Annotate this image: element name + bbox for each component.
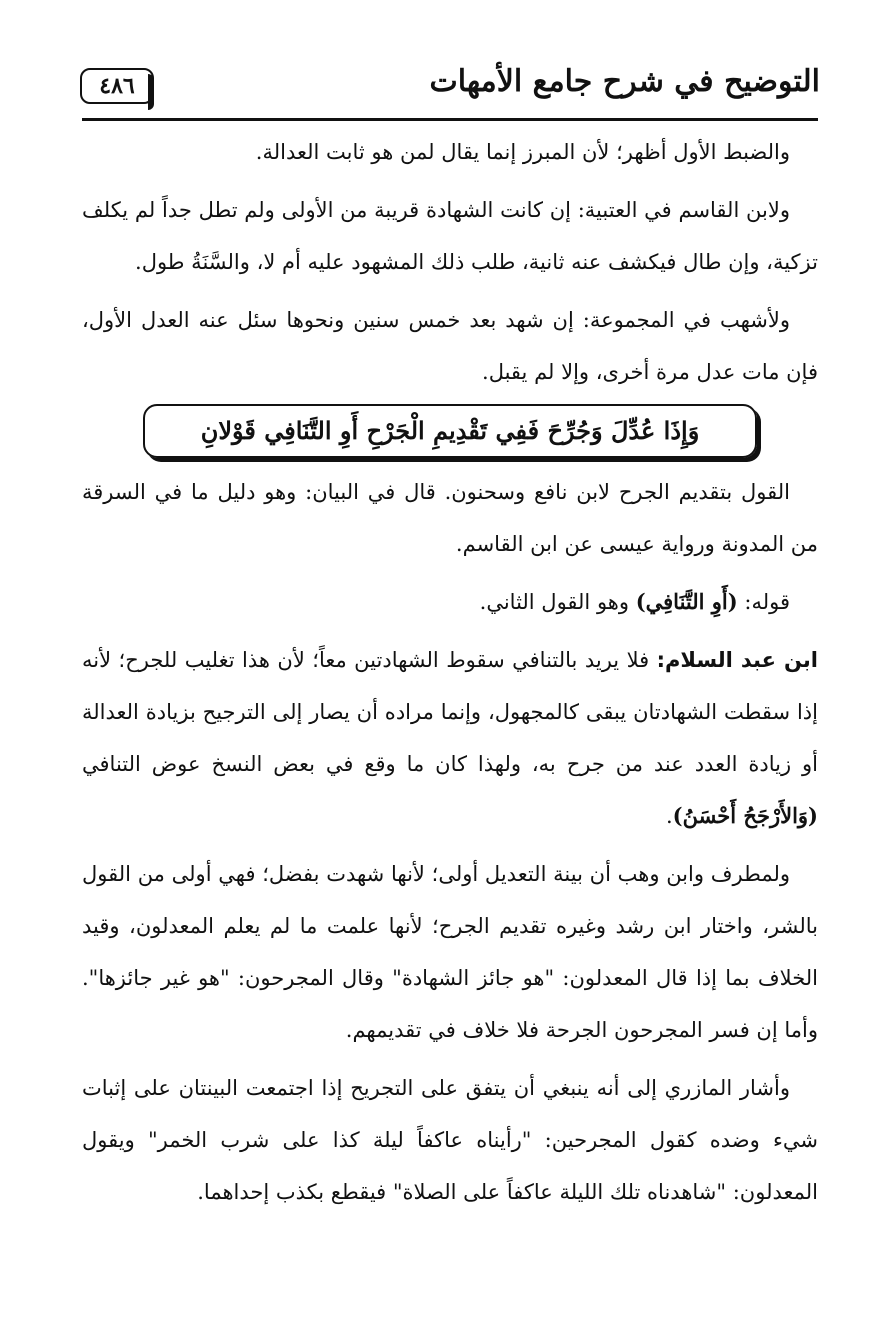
paragraph: ولمطرف وابن وهب أن بينة التعديل أولى؛ لأنها شهدت بفضل؛ فهي أولى من القول بالشر، واختار ابن رشد وغيره تقديم الجرح؛ لأنها علمت ما لم يعلم المعدلون، وقيد الخلاف بما إذا قال المعدلون: "هو جائز الشهادة" وقال المجرحون: "هو غير جائزها". وأما إن فسر المجرحون الجرحة فلا خلاف في تقديمهم. xyxy=(82,862,818,1042)
paragraph-lead: قوله: xyxy=(737,590,790,614)
paragraph: ولابن القاسم في العتبية: إن كانت الشهادة قريبة من الأولى ولم تطل جداً لم يكلف تزكية، وإن طال فيكشف عنه ثانية، طلب ذلك المشهود عليه أم لا، والسَّنَةُ طول. xyxy=(82,198,818,274)
page-number: ٤٨٦ xyxy=(99,73,135,99)
paragraph: القول بتقديم الجرح لابن نافع وسحنون. قال في البيان: وهو دليل ما في السرقة من المدونة ورواية عيسى عن ابن القاسم. xyxy=(82,480,818,556)
paragraph xyxy=(82,576,818,628)
paragraph-tail: وهو القول الثاني. xyxy=(479,590,636,614)
paragraph: وأشار المازري إلى أنه ينبغي أن يتفق على التجريح إذا اجتمعت البينتان على إثبات شيء وضده كقول المجرحين: "رأيناه عاكفاً ليلة كذا على شرب الخمر" ويقول المعدلون: "شاهدناه تلك الليلة عاكفاً على الصلاة" فيقطع بكذب إحداهما. xyxy=(82,1076,818,1204)
paragraph: والضبط الأول أظهر؛ لأن المبرز إنما يقال لمن هو ثابت العدالة. xyxy=(255,140,790,164)
page-body xyxy=(82,126,818,1224)
header-divider xyxy=(82,118,818,121)
paragraph: ولأشهب في المجموعة: إن شهد بعد خمس سنين ونحوها سئل عنه العدل الأول، فإن مات عدل مرة أخرى، وإلا لم يقبل. xyxy=(82,308,818,384)
paragraph-tail: . xyxy=(665,804,673,828)
paragraph xyxy=(82,634,818,842)
quoted-phrase: (أَوِ التَّنَافِي) xyxy=(635,589,738,614)
running-title: التوضيح في شرح جامع الأمهات xyxy=(429,64,820,99)
speaker-name: ابن عبد السلام: xyxy=(656,648,818,672)
section-heading: وَإِذَا عُدِّلَ وَجُرِّحَ فَفِي تَقْدِيمِ الْجَرْحِ أَوِ التَّنَافِي قَوْلانِ xyxy=(200,416,700,445)
page-header xyxy=(80,60,820,116)
page-number-box xyxy=(80,68,154,104)
paragraph-text: فلا يريد بالتنافي سقوط الشهادتين معاً؛ لأن هذا تغليب للجرح؛ لأنه إذا سقطت الشهادتان يبقى كالمجهول، وإنما مراده أن يصار إلى الترجيح بزيادة العدالة أو زيادة العدد عند من جرح به، ولهذا كان ما وقع في بعض النسخ عوض التنافي xyxy=(82,648,818,776)
section-heading-box xyxy=(143,404,757,458)
quoted-phrase: (وَالأَرْجَحُ أَحْسَنُ) xyxy=(672,803,818,828)
